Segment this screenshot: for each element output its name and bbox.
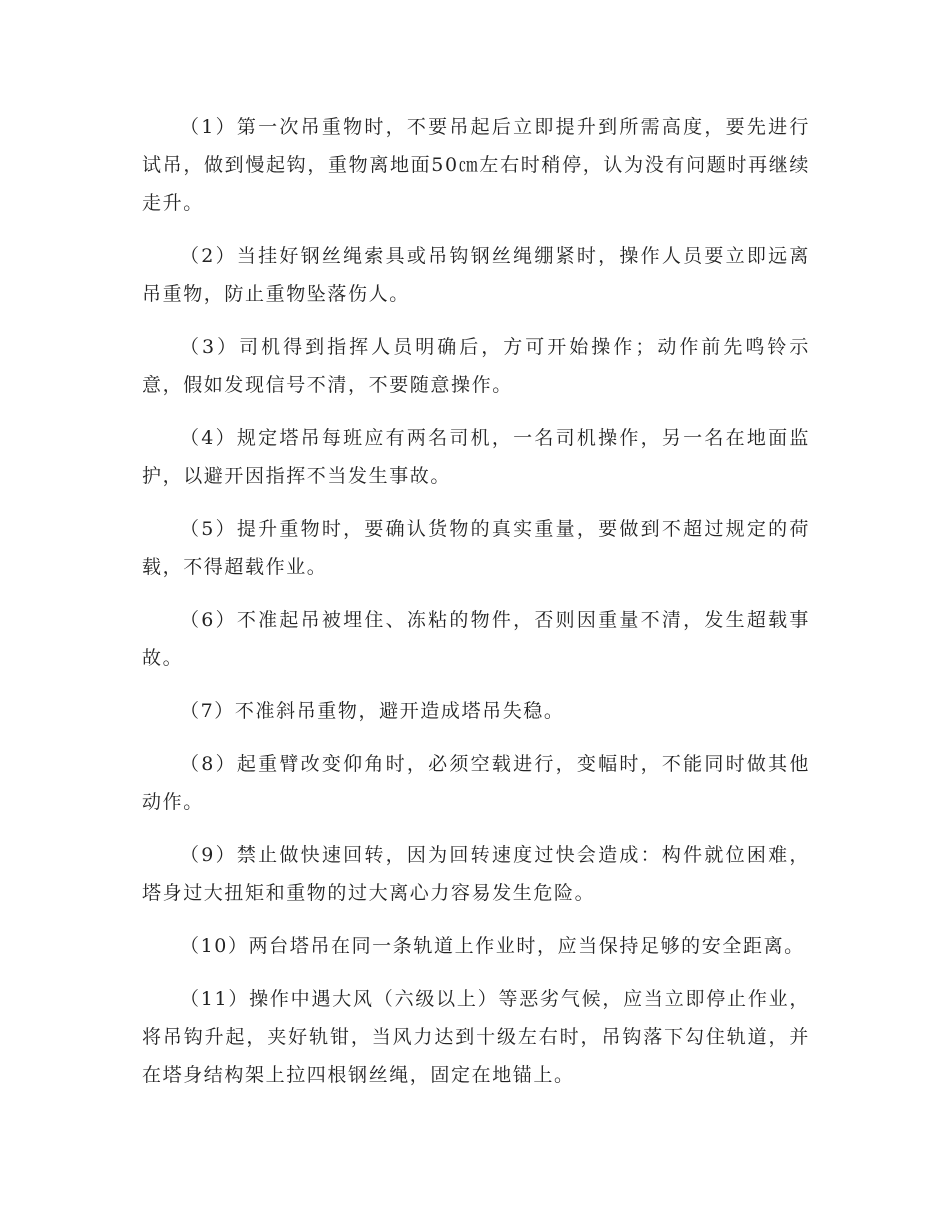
paragraph-4: （4）规定塔吊每班应有两名司机，一名司机操作，另一名在地面监护，以避开因指挥不当发生事故。 [142,427,810,487]
paragraph-7: （7）不准斜吊重物，避开造成塔吊失稳。 [180,700,565,722]
document-body [142,108,810,1109]
paragraph-10: （10）两台塔吊在同一条轨道上作业时，应当保持足够的安全距离。 [180,935,805,957]
paragraph-3: （3）司机得到指挥人员明确后，方可开始操作；动作前先鸣铃示意，假如发现信号不清，不要随意操作。 [142,336,810,396]
paragraph-8: （8）起重臂改变仰角时，必须空载进行，变幅时，不能同时做其他动作。 [142,753,810,813]
paragraph-9: （9）禁止做快速回转，因为回转速度过快会造成：构件就位困难，塔身过大扭矩和重物的过大离心力容易发生危险。 [142,844,810,904]
paragraph-2: （2）当挂好钢丝绳索具或吊钩钢丝绳绷紧时，操作人员要立即远离吊重物，防止重物坠落伤人。 [142,245,810,305]
paragraph-5: （5）提升重物时，要确认货物的真实重量，要做到不超过规定的荷载，不得超载作业。 [142,518,810,578]
paragraph-6: （6）不准起吊被埋住、冻粘的物件，否则因重量不清，发生超载事故。 [142,609,810,669]
paragraph-11: （11）操作中遇大风（六级以上）等恶劣气候，应当立即停止作业，将吊钩升起，夹好轨钳，当风力达到十级左右时，吊钩落下勾住轨道，并在塔身结构架上拉四根钢丝绳，固定在地锚上。 [142,988,810,1086]
paragraph-1: （1）第一次吊重物时，不要吊起后立即提升到所需高度，要先进行试吊，做到慢起钩，重物离地面50㎝左右时稍停，认为没有问题时再继续走升。 [142,116,810,214]
